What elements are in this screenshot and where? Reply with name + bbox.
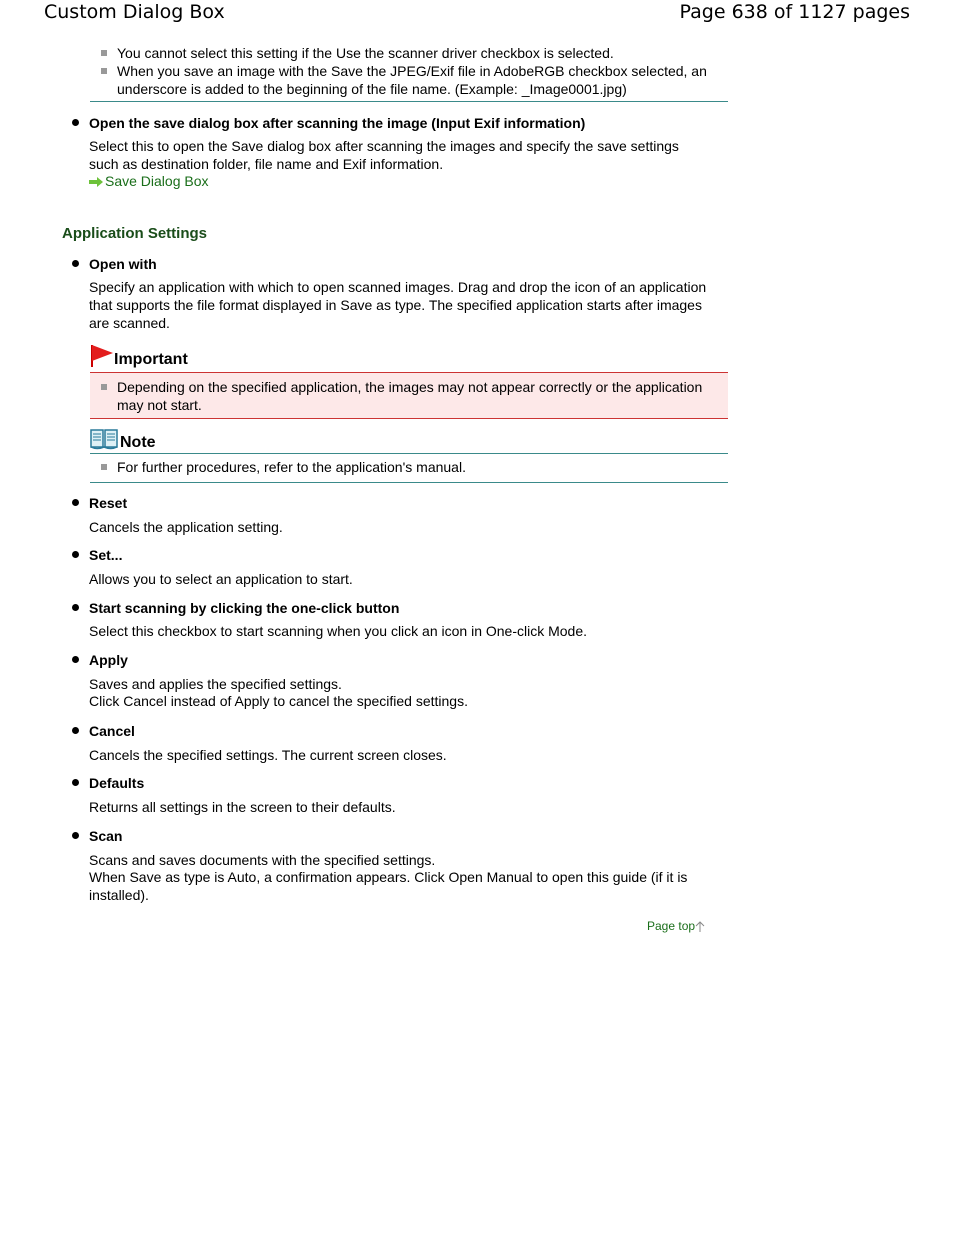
term-cancel: Cancel [89, 722, 135, 740]
note-box [90, 453, 728, 483]
section-title: Application Settings [62, 225, 208, 242]
term-defaults: Defaults [89, 774, 144, 792]
list-item: Depending on the specified application, the images may not appear correctly or the application may not start. [101, 378, 727, 414]
list-item: For further procedures, refer to the application's manual. [101, 458, 727, 476]
header-title: Custom Dialog Box [44, 1, 225, 23]
page-counter: Page 638 of 1127 pages [679, 1, 910, 23]
description-scan-line-2: When Save as type is Auto, a confirmation appears. Click Open Manual to open this guide (if it is installed). [89, 869, 688, 903]
note-heading: Note [90, 428, 156, 456]
bullet-icon [72, 551, 79, 558]
list-item: You cannot select this setting if the Use the scanner driver checkbox is selected. [101, 44, 721, 62]
top-notes-list [101, 44, 721, 98]
term-start-scanning: Start scanning by clicking the one-click button [89, 599, 399, 617]
description-start-scanning: Select this checkbox to start scanning when you click an icon in One-click Mode. [89, 623, 588, 639]
term-scan: Scan [89, 827, 122, 845]
description-open-with: Specify an application with which to open scanned images. Drag and drop the icon of an application that supports the file format displayed in Save as type. The specified application starts after images are scanned. [89, 279, 707, 331]
bullet-icon [72, 779, 79, 786]
bullet-icon [72, 656, 79, 663]
important-box [90, 372, 728, 419]
bullet-icon [72, 499, 79, 506]
term-reset: Reset [89, 494, 127, 512]
square-bullet-icon [101, 464, 107, 470]
description-set: Allows you to select an application to start. [89, 571, 353, 587]
important-heading: Important [90, 344, 188, 373]
page-top-link[interactable]: Page top [647, 918, 705, 934]
up-arrow-icon [695, 920, 705, 932]
bullet-icon [72, 727, 79, 734]
square-bullet-icon [101, 50, 107, 56]
description-defaults: Returns all settings in the screen to their defaults. [89, 799, 396, 815]
book-icon [90, 428, 118, 450]
bullet-icon [72, 260, 79, 267]
description-apply-line-2: Click Cancel instead of Apply to cancel the specified settings. [89, 693, 468, 709]
term-apply: Apply [89, 651, 128, 669]
green-arrow-icon [89, 177, 103, 187]
red-flag-icon [90, 344, 114, 368]
bullet-icon [72, 604, 79, 611]
bullet-icon [72, 119, 79, 126]
term-set: Set... [89, 546, 122, 564]
square-bullet-icon [101, 384, 107, 390]
save-dialog-box-link[interactable]: Save Dialog Box [89, 172, 209, 190]
list-item: When you save an image with the Save the JPEG/Exif file in AdobeRGB checkbox selected, an underscore is added to the beginning of the file name. (Example: _Image0001.jpg) [101, 62, 721, 98]
description-open-save-dialog: Select this to open the Save dialog box after scanning the images and specify the save settings such as destination folder, file name and Exif information. [89, 138, 679, 172]
square-bullet-icon [101, 68, 107, 74]
term-open-with: Open with [89, 255, 157, 273]
term-open-save-dialog: Open the save dialog box after scanning the image (Input Exif information) [89, 114, 585, 132]
note-divider [90, 101, 728, 102]
description-reset: Cancels the application setting. [89, 519, 283, 535]
description-cancel: Cancels the specified settings. The current screen closes. [89, 747, 447, 763]
description-apply-line-1: Saves and applies the specified settings. [89, 676, 342, 692]
bullet-icon [72, 832, 79, 839]
description-scan-line-1: Scans and saves documents with the specified settings. [89, 852, 436, 868]
